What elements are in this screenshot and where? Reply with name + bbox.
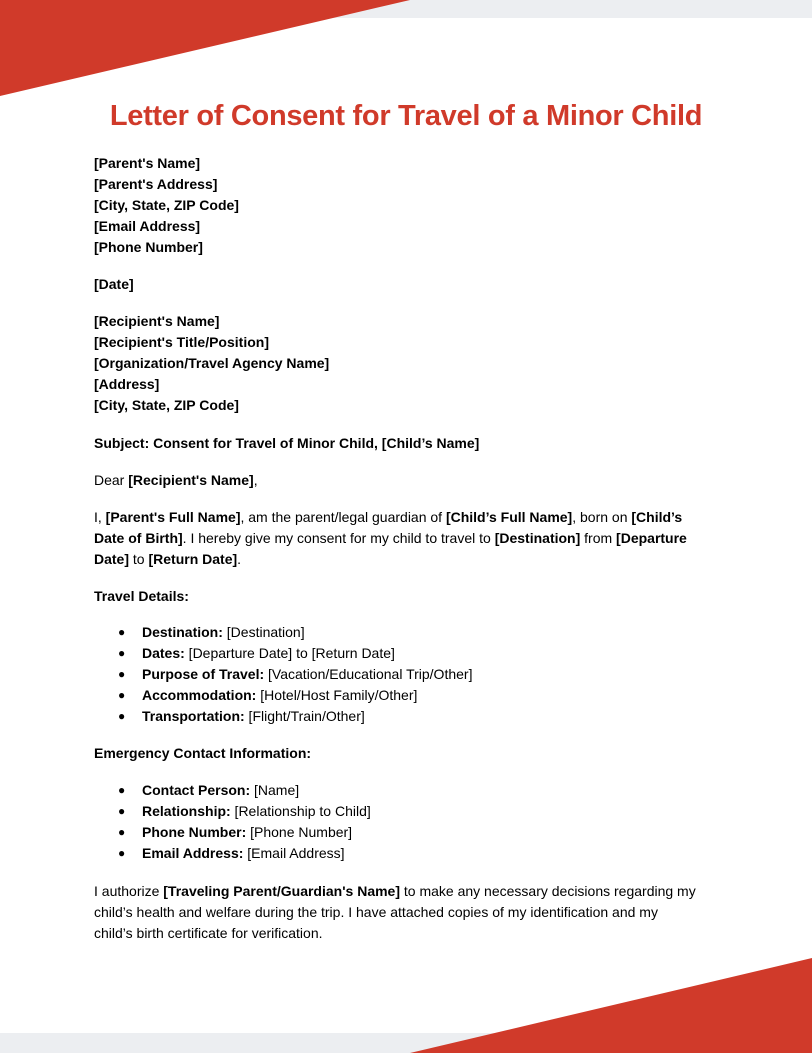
parent-full-name: [Parent's Full Name] [105,509,241,525]
sender-address-block [94,153,734,258]
intro-text: . [237,551,242,567]
bullet-icon: ● [118,688,126,702]
departure-date-part1: [Departure [616,530,687,546]
departure-date-part2: Date] [94,551,130,567]
destination: [Destination] [494,530,581,546]
item-value: [Destination] [222,624,305,640]
list-item [94,643,734,664]
traveling-guardian-name: [Traveling Parent/Guardian's Name] [163,883,401,899]
recipient-name: [Recipient's Name] [94,313,220,329]
intro-line-2 [94,528,734,549]
bullet-icon: ● [118,646,126,660]
item-label: Email Address: [142,845,244,861]
bottom-right-red-wedge [410,958,812,1053]
item-label: Transportation: [142,708,245,724]
child-full-name: [Child’s Full Name] [445,509,573,525]
recipient-address: [Address] [94,376,160,392]
return-date: [Return Date] [148,551,238,567]
closing-text: to make any necessary decisions regarding my [400,883,696,899]
bullet-icon: ● [118,667,126,681]
sender-address: [Parent's Address] [94,176,218,192]
recipient-title: [Recipient's Title/Position] [94,334,269,350]
list-item [94,780,734,801]
list-item [94,843,734,864]
intro-text: from [580,530,617,546]
item-value: [Hotel/Host Family/Other] [256,687,418,703]
closing-text: I authorize [94,883,164,899]
item-value: [Flight/Train/Other] [244,708,365,724]
list-item [94,822,734,843]
bullet-icon: ● [118,846,126,860]
intro-text: . I hereby give my consent for my child to travel to [182,530,495,546]
intro-text: I, [94,509,106,525]
date-block [94,274,734,295]
sender-email: [Email Address] [94,218,201,234]
list-item [94,622,734,643]
salutation-name: [Recipient's Name] [128,472,254,488]
intro-paragraph [94,507,734,570]
item-label: Accommodation: [142,687,257,703]
salutation-line [94,470,734,491]
child-dob-part2: Date of Birth] [94,530,183,546]
item-label: Dates: [142,645,185,661]
item-value: [Name] [250,782,300,798]
sender-phone: [Phone Number] [94,239,203,255]
closing-line-3: child’s birth certificate for verification. [94,925,323,941]
item-label: Purpose of Travel: [142,666,265,682]
list-item [94,664,734,685]
page-title: Letter of Consent for Travel of a Minor Child [109,100,703,132]
sender-name: [Parent's Name] [94,155,201,171]
list-item [94,685,734,706]
list-item [94,801,734,822]
item-label: Relationship: [142,803,231,819]
travel-details-list [94,622,734,727]
recipient-city-state-zip: [City, State, ZIP Code] [94,397,239,413]
intro-text: , born on [572,509,632,525]
item-value: [Relationship to Child] [230,803,371,819]
intro-line-3 [94,549,734,570]
travel-details-heading: Travel Details: [94,588,189,604]
salutation-prefix: Dear [94,472,129,488]
bullet-icon: ● [118,783,126,797]
sender-city-state-zip: [City, State, ZIP Code] [94,197,239,213]
recipient-address-block [94,311,734,416]
bullet-icon: ● [118,709,126,723]
subject-line: Subject: Consent for Travel of Minor Child, [Child’s Name] [94,435,480,451]
salutation-block [94,470,734,491]
intro-text: , am the parent/legal guardian of [240,509,446,525]
salutation-suffix: , [253,472,258,488]
closing-line-2: child’s health and welfare during the trip. I have attached copies of my identification and my [94,904,658,920]
emergency-heading-block [94,743,734,764]
recipient-organization: [Organization/Travel Agency Name] [94,355,330,371]
letter-date: [Date] [94,276,134,292]
item-label: Contact Person: [142,782,251,798]
emergency-heading: Emergency Contact Information: [94,745,312,761]
item-label: Destination: [142,624,223,640]
subject-block [94,433,734,454]
bullet-icon: ● [118,625,126,639]
intro-text: to [129,551,149,567]
bullet-icon: ● [118,804,126,818]
list-item [94,706,734,727]
top-left-red-wedge [0,0,410,96]
item-label: Phone Number: [142,824,247,840]
emergency-list-block [94,780,734,864]
item-value: [Vacation/Educational Trip/Other] [264,666,473,682]
travel-details-heading-block [94,586,734,607]
item-value: [Phone Number] [246,824,353,840]
bullet-icon: ● [118,825,126,839]
item-value: [Departure Date] to [Return Date] [184,645,395,661]
closing-paragraph [94,881,734,944]
emergency-contact-list [94,780,734,864]
closing-line-1 [94,881,734,902]
intro-line-1 [94,507,734,528]
travel-details-list-block [94,622,734,727]
item-value: [Email Address] [243,845,345,861]
child-dob-part1: [Child’s [631,509,683,525]
